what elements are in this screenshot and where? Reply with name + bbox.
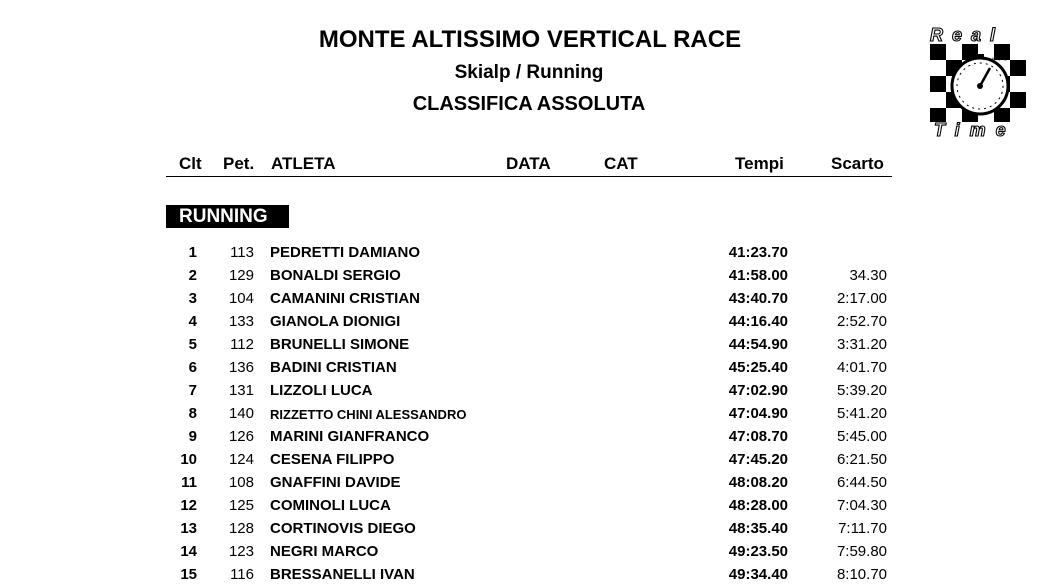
rank-cell: 15 bbox=[180, 566, 197, 583]
athlete-cell: BADINI CRISTIAN bbox=[270, 359, 397, 376]
rank-cell: 11 bbox=[181, 474, 197, 491]
bib-cell: 129 bbox=[228, 267, 254, 284]
rank-cell: 3 bbox=[188, 290, 197, 307]
time-cell: 47:08.70 bbox=[728, 428, 788, 445]
athlete-cell: CORTINOVIS DIEGO bbox=[270, 520, 416, 537]
svg-text:Time: Time bbox=[934, 120, 1016, 140]
rank-cell: 4 bbox=[188, 313, 197, 330]
athlete-cell: GIANOLA DIONIGI bbox=[270, 313, 401, 330]
gap-cell: 7:11.70 bbox=[838, 520, 887, 537]
bib-cell: 136 bbox=[228, 359, 254, 376]
gap-cell: 3:31.20 bbox=[836, 336, 887, 353]
column-header-scarto: Scarto bbox=[831, 154, 884, 173]
athlete-cell: LIZZOLI LUCA bbox=[270, 382, 373, 399]
column-header-cat: CAT bbox=[604, 154, 638, 173]
bib-cell: 133 bbox=[228, 313, 254, 330]
athlete-cell: CESENA FILIPPO bbox=[270, 451, 395, 468]
time-cell: 44:54.90 bbox=[728, 336, 788, 353]
gap-cell: 5:45.00 bbox=[836, 428, 887, 445]
table-row bbox=[0, 379, 1058, 402]
athlete-cell: NEGRI MARCO bbox=[270, 543, 379, 560]
gap-cell: 8:10.70 bbox=[836, 566, 887, 583]
time-cell: 48:28.00 bbox=[728, 497, 788, 514]
table-row bbox=[0, 333, 1058, 356]
bib-cell: 140 bbox=[228, 405, 254, 422]
athlete-cell: COMINOLI LUCA bbox=[270, 497, 391, 514]
time-cell: 41:23.70 bbox=[728, 244, 788, 261]
bib-cell: 108 bbox=[228, 474, 254, 491]
athlete-cell: BRESSANELLI IVAN bbox=[270, 566, 415, 583]
gap-cell: 4:01.70 bbox=[836, 359, 887, 376]
time-cell: 48:35.40 bbox=[728, 520, 788, 537]
rank-cell: 10 bbox=[180, 451, 197, 468]
bib-cell: 131 bbox=[228, 382, 254, 399]
table-row bbox=[0, 356, 1058, 379]
table-row bbox=[0, 241, 1058, 264]
rank-cell: 8 bbox=[188, 405, 197, 422]
gap-cell: 7:04.30 bbox=[836, 497, 887, 514]
gap-cell: 5:41.20 bbox=[836, 405, 887, 422]
time-cell: 47:02.90 bbox=[728, 382, 788, 399]
athlete-cell: RIZZETTO CHINI ALESSANDRO bbox=[270, 407, 467, 422]
athlete-cell: BONALDI SERGIO bbox=[270, 267, 401, 284]
athlete-cell: GNAFFINI DAVIDE bbox=[270, 474, 401, 491]
gap-cell: 34.30 bbox=[849, 267, 887, 284]
rank-cell: 7 bbox=[188, 382, 197, 399]
time-cell: 47:04.90 bbox=[728, 405, 788, 422]
table-row bbox=[0, 402, 1058, 425]
table-row bbox=[0, 425, 1058, 448]
header-divider bbox=[166, 176, 892, 177]
race-subtitle: Skialp / Running bbox=[454, 62, 604, 83]
athlete-cell: BRUNELLI SIMONE bbox=[270, 336, 410, 353]
table-row bbox=[0, 264, 1058, 287]
time-cell: 49:23.50 bbox=[728, 543, 788, 560]
race-title: MONTE ALTISSIMO VERTICAL RACE bbox=[318, 26, 742, 53]
column-header-clt: Clt bbox=[179, 154, 202, 173]
time-cell: 44:16.40 bbox=[728, 313, 788, 330]
bib-cell: 128 bbox=[228, 520, 254, 537]
bib-cell: 126 bbox=[228, 428, 254, 445]
time-cell: 47:45.20 bbox=[728, 451, 788, 468]
ranking-title: CLASSIFICA ASSOLUTA bbox=[412, 93, 646, 115]
bib-cell: 116 bbox=[230, 566, 254, 583]
column-header-tempi: Tempi bbox=[735, 154, 784, 173]
table-row bbox=[0, 494, 1058, 517]
time-cell: 45:25.40 bbox=[728, 359, 788, 376]
table-row bbox=[0, 448, 1058, 471]
bib-cell: 112 bbox=[230, 336, 254, 353]
rank-cell: 9 bbox=[188, 428, 197, 445]
column-header-atleta: ATLETA bbox=[271, 154, 336, 173]
rank-cell: 14 bbox=[180, 543, 197, 560]
time-cell: 41:58.00 bbox=[728, 267, 788, 284]
time-cell: 43:40.70 bbox=[728, 290, 788, 307]
gap-cell: 2:17.00 bbox=[836, 290, 887, 307]
gap-cell: 6:21.50 bbox=[836, 451, 887, 468]
rank-cell: 6 bbox=[188, 359, 197, 376]
athlete-cell: CAMANINI CRISTIAN bbox=[270, 290, 420, 307]
results-table bbox=[0, 241, 1058, 586]
real-time-logo-icon bbox=[924, 24, 1036, 140]
table-row bbox=[0, 310, 1058, 333]
table-row bbox=[0, 471, 1058, 494]
column-header-data: DATA bbox=[506, 154, 551, 173]
bib-cell: 104 bbox=[228, 290, 254, 307]
gap-cell: 7:59.80 bbox=[836, 543, 887, 560]
gap-cell: 6:44.50 bbox=[836, 474, 887, 491]
table-row bbox=[0, 517, 1058, 540]
bib-cell: 125 bbox=[228, 497, 254, 514]
athlete-cell: MARINI GIANFRANCO bbox=[270, 428, 430, 445]
table-row bbox=[0, 287, 1058, 310]
section-label-running: RUNNING bbox=[166, 205, 289, 228]
time-cell: 48:08.20 bbox=[728, 474, 788, 491]
rank-cell: 1 bbox=[188, 244, 197, 261]
bib-cell: 124 bbox=[228, 451, 254, 468]
rank-cell: 12 bbox=[180, 497, 197, 514]
gap-cell: 2:52.70 bbox=[836, 313, 887, 330]
rank-cell: 13 bbox=[180, 520, 197, 537]
svg-text:Real: Real bbox=[930, 25, 1005, 45]
athlete-cell: PEDRETTI DAMIANO bbox=[270, 244, 420, 261]
bib-cell: 123 bbox=[228, 543, 254, 560]
rank-cell: 2 bbox=[188, 267, 197, 284]
column-header-pet: Pet. bbox=[223, 154, 255, 173]
gap-cell: 5:39.20 bbox=[836, 382, 887, 399]
time-cell: 49:34.40 bbox=[728, 566, 788, 583]
table-row bbox=[0, 563, 1058, 586]
rank-cell: 5 bbox=[188, 336, 197, 353]
bib-cell: 113 bbox=[230, 244, 254, 261]
svg-text:Time Keeping: Time Keeping bbox=[982, 56, 1007, 61]
table-row bbox=[0, 540, 1058, 563]
